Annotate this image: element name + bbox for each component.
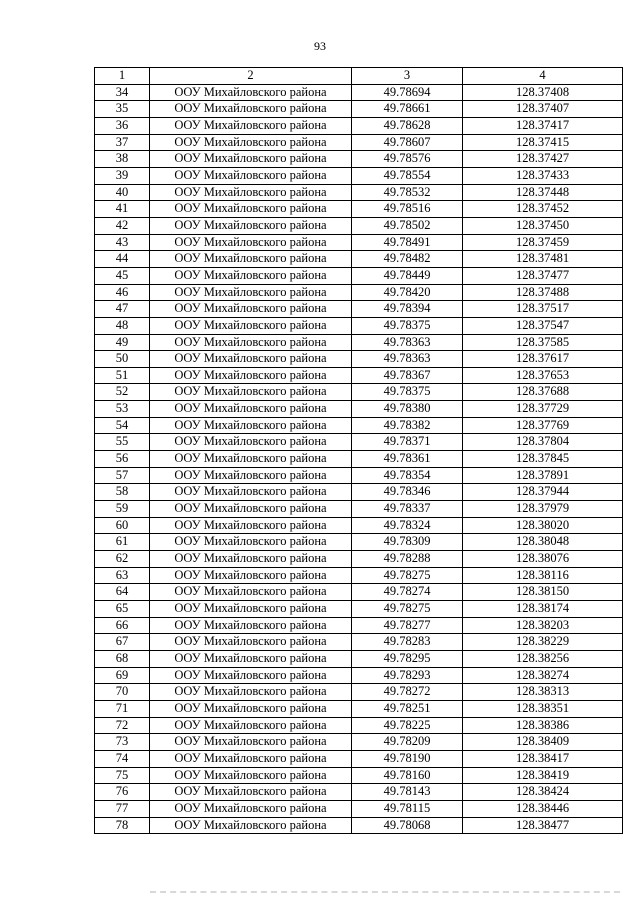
longitude-cell: 128.37407	[463, 101, 623, 118]
organization-cell: ООУ Михайловского района	[150, 467, 352, 484]
longitude-cell: 128.38076	[463, 551, 623, 568]
table-row	[95, 167, 623, 184]
latitude-cell: 49.78275	[352, 567, 463, 584]
organization-cell: ООУ Михайловского района	[150, 784, 352, 801]
latitude-cell: 49.78190	[352, 750, 463, 767]
coordinates-table	[94, 67, 623, 834]
table-row	[95, 750, 623, 767]
longitude-cell: 128.37845	[463, 451, 623, 468]
latitude-cell: 49.78532	[352, 184, 463, 201]
column-header: 3	[352, 68, 463, 85]
longitude-cell: 128.37769	[463, 417, 623, 434]
latitude-cell: 49.78516	[352, 201, 463, 218]
longitude-cell: 128.37459	[463, 234, 623, 251]
organization-cell: ООУ Михайловского района	[150, 601, 352, 618]
latitude-cell: 49.78288	[352, 551, 463, 568]
latitude-cell: 49.78375	[352, 384, 463, 401]
table-row	[95, 717, 623, 734]
scan-artifact-divider	[150, 891, 620, 895]
latitude-cell: 49.78491	[352, 234, 463, 251]
table-row	[95, 551, 623, 568]
longitude-cell: 128.38020	[463, 517, 623, 534]
organization-cell: ООУ Михайловского района	[150, 267, 352, 284]
latitude-cell: 49.78277	[352, 617, 463, 634]
organization-cell: ООУ Михайловского района	[150, 551, 352, 568]
table-row	[95, 734, 623, 751]
row-number-cell: 77	[95, 800, 150, 817]
latitude-cell: 49.78607	[352, 134, 463, 151]
longitude-cell: 128.37804	[463, 434, 623, 451]
latitude-cell: 49.78068	[352, 817, 463, 834]
row-number-cell: 45	[95, 267, 150, 284]
row-number-cell: 65	[95, 601, 150, 618]
table-header-row	[95, 68, 623, 85]
table-row	[95, 534, 623, 551]
longitude-cell: 128.37517	[463, 301, 623, 318]
latitude-cell: 49.78449	[352, 267, 463, 284]
longitude-cell: 128.37617	[463, 351, 623, 368]
row-number-cell: 55	[95, 434, 150, 451]
row-number-cell: 67	[95, 634, 150, 651]
organization-cell: ООУ Михайловского района	[150, 567, 352, 584]
row-number-cell: 53	[95, 401, 150, 418]
organization-cell: ООУ Михайловского района	[150, 700, 352, 717]
table-row	[95, 467, 623, 484]
page-number: 93	[314, 39, 326, 53]
latitude-cell: 49.78363	[352, 334, 463, 351]
organization-cell: ООУ Михайловского района	[150, 584, 352, 601]
longitude-cell: 128.38313	[463, 684, 623, 701]
table-row	[95, 117, 623, 134]
organization-cell: ООУ Михайловского района	[150, 351, 352, 368]
longitude-cell: 128.37415	[463, 134, 623, 151]
row-number-cell: 40	[95, 184, 150, 201]
row-number-cell: 68	[95, 650, 150, 667]
organization-cell: ООУ Михайловского района	[150, 684, 352, 701]
row-number-cell: 49	[95, 334, 150, 351]
table-row	[95, 267, 623, 284]
organization-cell: ООУ Михайловского района	[150, 217, 352, 234]
table-row	[95, 567, 623, 584]
organization-cell: ООУ Михайловского района	[150, 634, 352, 651]
table-row	[95, 484, 623, 501]
row-number-cell: 52	[95, 384, 150, 401]
longitude-cell: 128.38446	[463, 800, 623, 817]
latitude-cell: 49.78363	[352, 351, 463, 368]
column-header: 1	[95, 68, 150, 85]
latitude-cell: 49.78337	[352, 501, 463, 518]
organization-cell: ООУ Михайловского района	[150, 451, 352, 468]
organization-cell: ООУ Михайловского района	[150, 484, 352, 501]
table-row	[95, 784, 623, 801]
table-row	[95, 101, 623, 118]
row-number-cell: 50	[95, 351, 150, 368]
table-row	[95, 434, 623, 451]
longitude-cell: 128.37433	[463, 167, 623, 184]
organization-cell: ООУ Михайловского района	[150, 734, 352, 751]
row-number-cell: 70	[95, 684, 150, 701]
longitude-cell: 128.38424	[463, 784, 623, 801]
row-number-cell: 36	[95, 117, 150, 134]
latitude-cell: 49.78324	[352, 517, 463, 534]
row-number-cell: 64	[95, 584, 150, 601]
organization-cell: ООУ Михайловского района	[150, 434, 352, 451]
table-row	[95, 84, 623, 101]
latitude-cell: 49.78375	[352, 317, 463, 334]
longitude-cell: 128.38419	[463, 767, 623, 784]
latitude-cell: 49.78361	[352, 451, 463, 468]
organization-cell: ООУ Михайловского района	[150, 301, 352, 318]
table-row	[95, 617, 623, 634]
latitude-cell: 49.78554	[352, 167, 463, 184]
table-row	[95, 451, 623, 468]
latitude-cell: 49.78367	[352, 367, 463, 384]
table-row	[95, 417, 623, 434]
organization-cell: ООУ Михайловского района	[150, 284, 352, 301]
row-number-cell: 78	[95, 817, 150, 834]
latitude-cell: 49.78502	[352, 217, 463, 234]
table-row	[95, 151, 623, 168]
row-number-cell: 51	[95, 367, 150, 384]
table-row	[95, 501, 623, 518]
row-number-cell: 76	[95, 784, 150, 801]
organization-cell: ООУ Михайловского района	[150, 667, 352, 684]
latitude-cell: 49.78382	[352, 417, 463, 434]
longitude-cell: 128.37477	[463, 267, 623, 284]
latitude-cell: 49.78420	[352, 284, 463, 301]
organization-cell: ООУ Михайловского района	[150, 767, 352, 784]
organization-cell: ООУ Михайловского района	[150, 251, 352, 268]
table-row	[95, 201, 623, 218]
organization-cell: ООУ Михайловского района	[150, 101, 352, 118]
longitude-cell: 128.37944	[463, 484, 623, 501]
row-number-cell: 56	[95, 451, 150, 468]
longitude-cell: 128.38274	[463, 667, 623, 684]
latitude-cell: 49.78371	[352, 434, 463, 451]
organization-cell: ООУ Михайловского района	[150, 151, 352, 168]
latitude-cell: 49.78274	[352, 584, 463, 601]
table-row	[95, 767, 623, 784]
table-row	[95, 601, 623, 618]
table-row	[95, 301, 623, 318]
row-number-cell: 48	[95, 317, 150, 334]
organization-cell: ООУ Михайловского района	[150, 401, 352, 418]
organization-cell: ООУ Михайловского района	[150, 334, 352, 351]
longitude-cell: 128.37448	[463, 184, 623, 201]
longitude-cell: 128.38048	[463, 534, 623, 551]
row-number-cell: 58	[95, 484, 150, 501]
latitude-cell: 49.78115	[352, 800, 463, 817]
column-header: 2	[150, 68, 352, 85]
table-row	[95, 234, 623, 251]
organization-cell: ООУ Михайловского района	[150, 800, 352, 817]
row-number-cell: 72	[95, 717, 150, 734]
longitude-cell: 128.37427	[463, 151, 623, 168]
row-number-cell: 62	[95, 551, 150, 568]
longitude-cell: 128.38477	[463, 817, 623, 834]
table-row	[95, 650, 623, 667]
longitude-cell: 128.37417	[463, 117, 623, 134]
latitude-cell: 49.78225	[352, 717, 463, 734]
latitude-cell: 49.78209	[352, 734, 463, 751]
row-number-cell: 63	[95, 567, 150, 584]
organization-cell: ООУ Михайловского района	[150, 750, 352, 767]
longitude-cell: 128.38229	[463, 634, 623, 651]
row-number-cell: 69	[95, 667, 150, 684]
latitude-cell: 49.78295	[352, 650, 463, 667]
longitude-cell: 128.38256	[463, 650, 623, 667]
table-row	[95, 667, 623, 684]
latitude-cell: 49.78628	[352, 117, 463, 134]
table-row	[95, 700, 623, 717]
latitude-cell: 49.78309	[352, 534, 463, 551]
row-number-cell: 34	[95, 84, 150, 101]
table-row	[95, 367, 623, 384]
table-row	[95, 684, 623, 701]
longitude-cell: 128.38150	[463, 584, 623, 601]
longitude-cell: 128.37488	[463, 284, 623, 301]
row-number-cell: 75	[95, 767, 150, 784]
longitude-cell: 128.38386	[463, 717, 623, 734]
latitude-cell: 49.78272	[352, 684, 463, 701]
organization-cell: ООУ Михайловского района	[150, 84, 352, 101]
latitude-cell: 49.78275	[352, 601, 463, 618]
longitude-cell: 128.37729	[463, 401, 623, 418]
organization-cell: ООУ Михайловского района	[150, 367, 352, 384]
row-number-cell: 74	[95, 750, 150, 767]
column-header: 4	[463, 68, 623, 85]
organization-cell: ООУ Михайловского района	[150, 717, 352, 734]
latitude-cell: 49.78661	[352, 101, 463, 118]
latitude-cell: 49.78251	[352, 700, 463, 717]
organization-cell: ООУ Михайловского района	[150, 134, 352, 151]
row-number-cell: 59	[95, 501, 150, 518]
row-number-cell: 60	[95, 517, 150, 534]
latitude-cell: 49.78346	[352, 484, 463, 501]
table-row	[95, 817, 623, 834]
organization-cell: ООУ Михайловского района	[150, 117, 352, 134]
row-number-cell: 57	[95, 467, 150, 484]
latitude-cell: 49.78283	[352, 634, 463, 651]
latitude-cell: 49.78394	[352, 301, 463, 318]
table-row	[95, 184, 623, 201]
longitude-cell: 128.37450	[463, 217, 623, 234]
latitude-cell: 49.78482	[352, 251, 463, 268]
longitude-cell: 128.37408	[463, 84, 623, 101]
organization-cell: ООУ Михайловского района	[150, 184, 352, 201]
organization-cell: ООУ Михайловского района	[150, 517, 352, 534]
row-number-cell: 37	[95, 134, 150, 151]
longitude-cell: 128.38409	[463, 734, 623, 751]
row-number-cell: 44	[95, 251, 150, 268]
organization-cell: ООУ Михайловского района	[150, 384, 352, 401]
row-number-cell: 43	[95, 234, 150, 251]
organization-cell: ООУ Михайловского района	[150, 317, 352, 334]
longitude-cell: 128.37891	[463, 467, 623, 484]
latitude-cell: 49.78694	[352, 84, 463, 101]
longitude-cell: 128.37452	[463, 201, 623, 218]
longitude-cell: 128.37547	[463, 317, 623, 334]
row-number-cell: 71	[95, 700, 150, 717]
table-row	[95, 351, 623, 368]
table-row	[95, 384, 623, 401]
longitude-cell: 128.37481	[463, 251, 623, 268]
latitude-cell: 49.78380	[352, 401, 463, 418]
organization-cell: ООУ Михайловского района	[150, 417, 352, 434]
table-row	[95, 401, 623, 418]
longitude-cell: 128.38174	[463, 601, 623, 618]
longitude-cell: 128.37979	[463, 501, 623, 518]
row-number-cell: 42	[95, 217, 150, 234]
organization-cell: ООУ Михайловского района	[150, 201, 352, 218]
table-row	[95, 251, 623, 268]
row-number-cell: 66	[95, 617, 150, 634]
longitude-cell: 128.38116	[463, 567, 623, 584]
table-row	[95, 317, 623, 334]
row-number-cell: 47	[95, 301, 150, 318]
table-row	[95, 584, 623, 601]
table-row	[95, 517, 623, 534]
latitude-cell: 49.78293	[352, 667, 463, 684]
row-number-cell: 61	[95, 534, 150, 551]
table-row	[95, 217, 623, 234]
latitude-cell: 49.78160	[352, 767, 463, 784]
longitude-cell: 128.38203	[463, 617, 623, 634]
row-number-cell: 46	[95, 284, 150, 301]
row-number-cell: 41	[95, 201, 150, 218]
latitude-cell: 49.78576	[352, 151, 463, 168]
table-row	[95, 634, 623, 651]
table-row	[95, 134, 623, 151]
organization-cell: ООУ Михайловского района	[150, 167, 352, 184]
row-number-cell: 38	[95, 151, 150, 168]
row-number-cell: 35	[95, 101, 150, 118]
longitude-cell: 128.37585	[463, 334, 623, 351]
table-row	[95, 334, 623, 351]
row-number-cell: 54	[95, 417, 150, 434]
longitude-cell: 128.37653	[463, 367, 623, 384]
organization-cell: ООУ Михайловского района	[150, 534, 352, 551]
organization-cell: ООУ Михайловского района	[150, 817, 352, 834]
organization-cell: ООУ Михайловского района	[150, 234, 352, 251]
organization-cell: ООУ Михайловского района	[150, 650, 352, 667]
row-number-cell: 39	[95, 167, 150, 184]
latitude-cell: 49.78354	[352, 467, 463, 484]
table-row	[95, 284, 623, 301]
row-number-cell: 73	[95, 734, 150, 751]
table-row	[95, 800, 623, 817]
longitude-cell: 128.38351	[463, 700, 623, 717]
organization-cell: ООУ Михайловского района	[150, 617, 352, 634]
latitude-cell: 49.78143	[352, 784, 463, 801]
longitude-cell: 128.37688	[463, 384, 623, 401]
organization-cell: ООУ Михайловского района	[150, 501, 352, 518]
longitude-cell: 128.38417	[463, 750, 623, 767]
